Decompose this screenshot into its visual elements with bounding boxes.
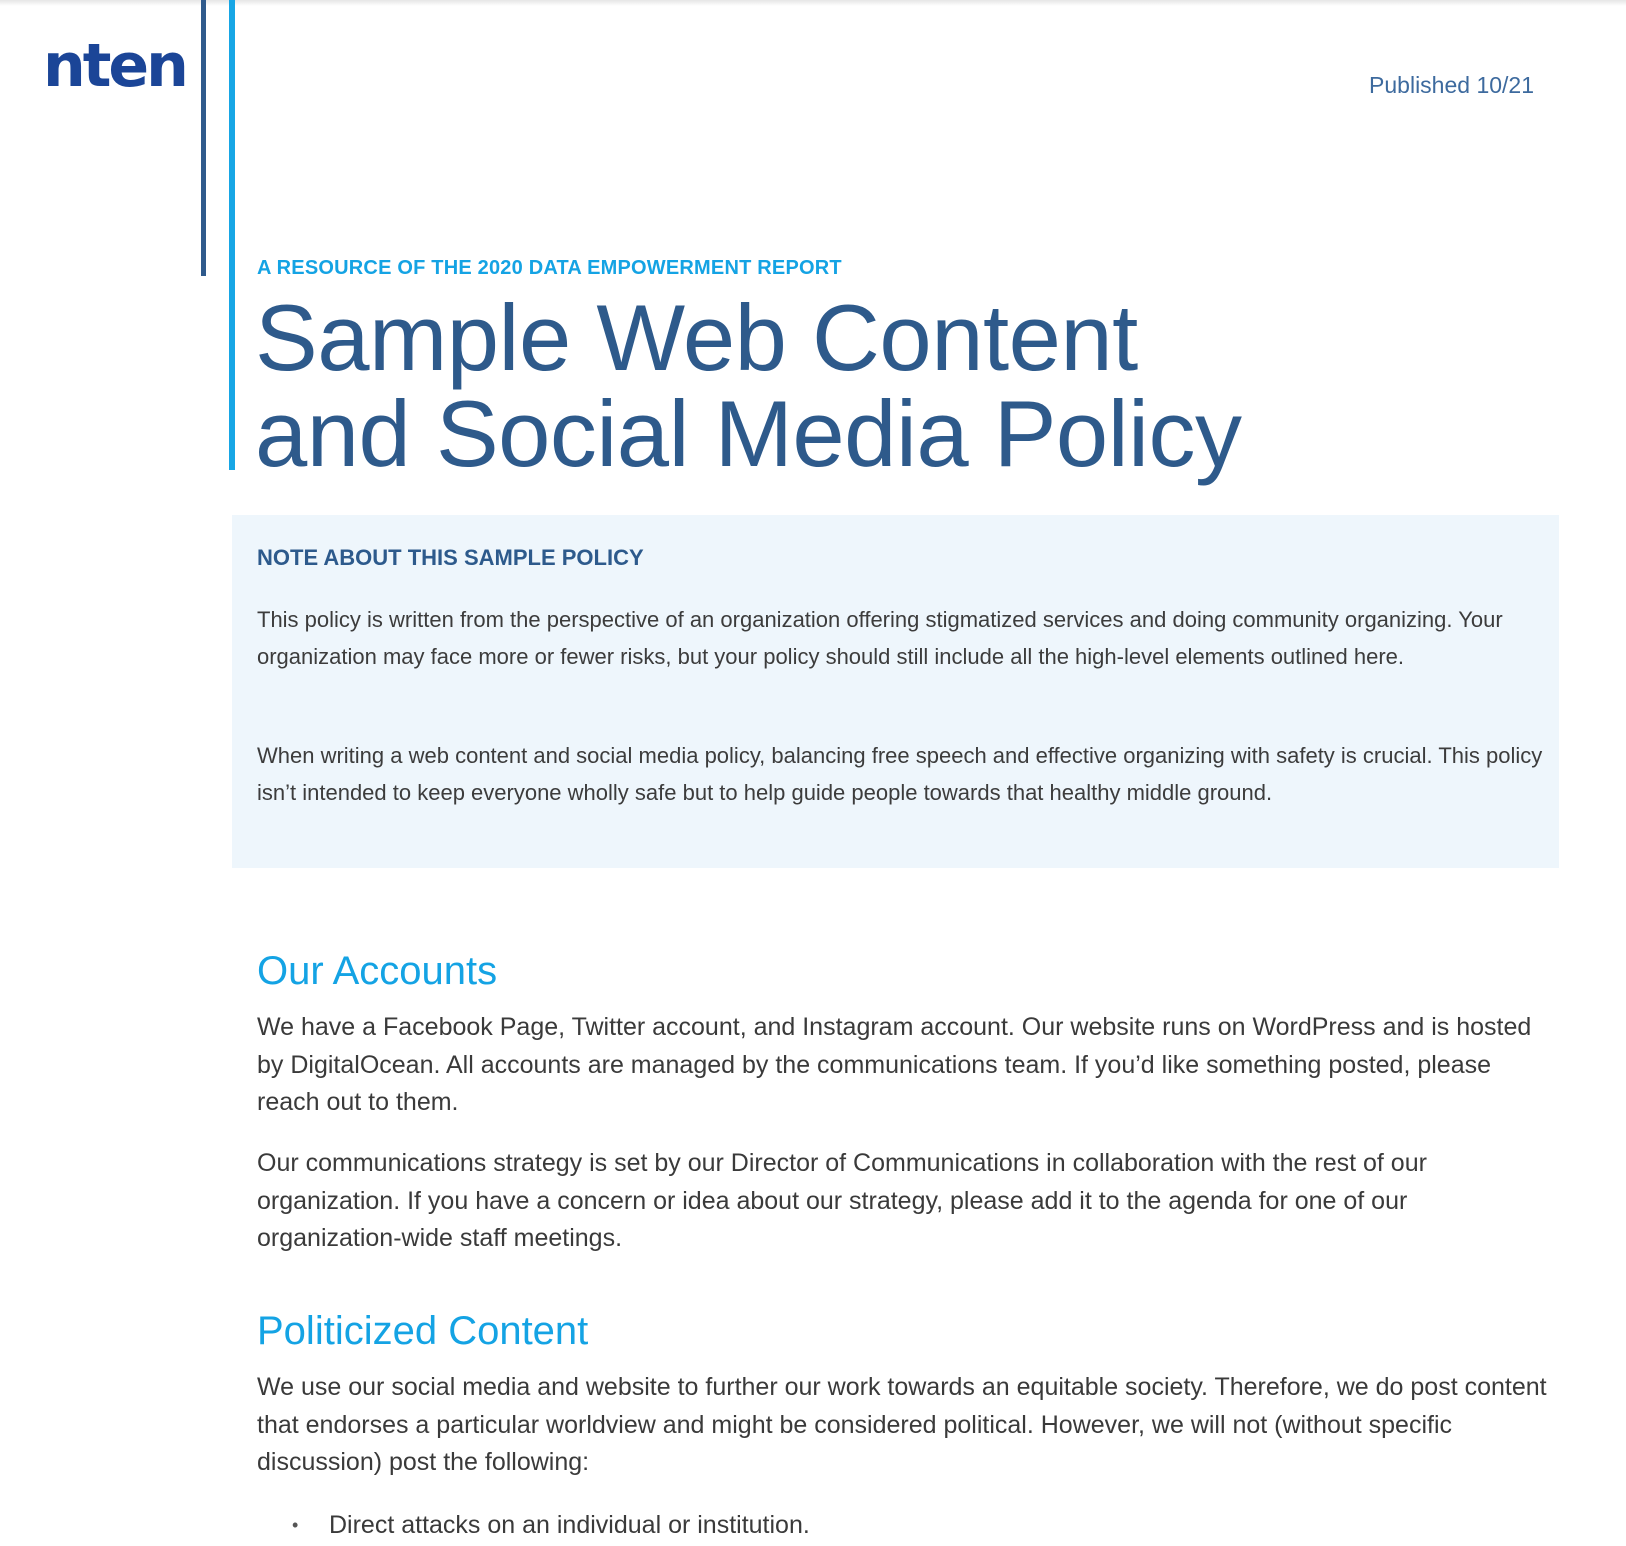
section-heading-politicized-content: Politicized Content: [257, 1309, 589, 1353]
header-rule-dark: [201, 0, 206, 276]
our-accounts-paragraph-1: We have a Facebook Page, Twitter account, and Instagram account. Our website runs on WordPress and is hosted by DigitalOcean. All accounts are managed by the communications team. If you’d like something posted, please reach out to them.: [257, 1013, 1532, 1116]
note-paragraph-2: When writing a web content and social media policy, balancing free speech and effective organizing with safety is crucial. This policy isn’t intended to keep everyone wholly safe but to help guide people towards that healthy middle ground.: [257, 743, 1543, 805]
page-title: [255, 285, 1242, 486]
nten-logo: nten: [43, 31, 186, 101]
published-date: Published 10/21: [1369, 72, 1534, 98]
report-kicker: A RESOURCE OF THE 2020 DATA EMPOWERMENT REPORT: [257, 257, 842, 279]
page-title-line-1: Sample Web Content: [255, 285, 1138, 390]
page-title-line-2: and Social Media Policy: [255, 381, 1242, 486]
politicized-content-paragraph-1: We use our social media and website to further our work towards an equitable society. Therefore, we do post content that endorses a particular worldview and might be considered political. However, we will not (without specific discussion) post the following:: [257, 1373, 1547, 1476]
our-accounts-paragraph-2: Our communications strategy is set by our Director of Communications in collaboration with the rest of our organization. If you have a concern or idea about our strategy, please add it to the agenda for one of our organization-wide staff meetings.: [257, 1149, 1427, 1252]
list-item-text: Direct attacks on an individual or institution.: [329, 1511, 810, 1539]
bullet-dot-icon: •: [292, 1515, 299, 1535]
politicized-content-bullet-list: [290, 1507, 1490, 1544]
note-paragraph-1: This policy is written from the perspective of an organization offering stigmatized services and doing community organizing. Your organization may face more or fewer risks, but your policy should still include all the high-level elements outlined here.: [257, 607, 1503, 669]
page-top-shadow: [0, 0, 1626, 6]
list-item: [290, 1507, 1490, 1544]
header-rule-light: [229, 0, 235, 470]
note-heading: NOTE ABOUT THIS SAMPLE POLICY: [257, 545, 644, 570]
section-heading-our-accounts: Our Accounts: [257, 949, 498, 993]
